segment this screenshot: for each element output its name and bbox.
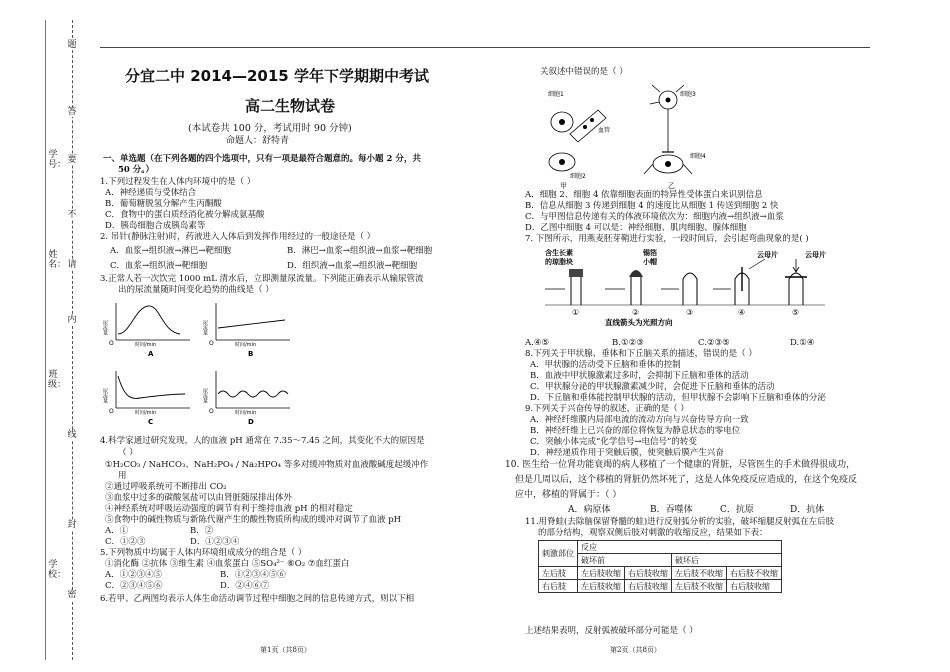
mica-label-2: 云母片	[805, 251, 826, 259]
table-cell: 右后肢收缩	[727, 580, 782, 593]
table-header-site: 刺激部位	[539, 541, 578, 567]
q8-stem: 8.下列关于甲状腺、垂体和下丘脑关系的描述，错误的是（ ）	[525, 349, 757, 359]
q7-num-4: ④	[738, 308, 746, 317]
exam-info: (本试卷共 100 分，考试用时 90 分钟)	[188, 123, 352, 134]
q7-num-1: ①	[572, 308, 580, 317]
q5-items: ①消化酶 ②抗体 ③维生素 ④血浆蛋白 ⑤SO₄²⁻ ⑥O₂ ⑦血红蛋白	[105, 559, 350, 569]
q10-stem-2: 但是几周以后，这个移植的肾脏仍然坏死了，这是人体免疫反应造成的，在这个免疫反	[515, 475, 858, 485]
q8-option-d: D．下丘脑和垂体能控制甲状腺的活动，但甲状腺不会影响下丘脑和垂体的分泌	[530, 393, 826, 403]
q4-item-4: ④神经系统对呼吸运动强度的调节有利于维持血液 pH 的相对稳定	[105, 504, 353, 514]
school-label: 学校：	[48, 560, 67, 580]
graph-c-origin: O	[109, 408, 114, 415]
seal-char: 密	[67, 590, 77, 600]
table-cell: 左后肢	[539, 567, 578, 580]
q1-option-c: C．食物中的蛋白质经消化被分解成氨基酸	[105, 210, 265, 220]
seal-char: 不	[67, 210, 77, 220]
q4-option-c: C．①②③	[105, 537, 146, 547]
table-header-reaction: 反应	[578, 541, 782, 554]
graph-c-xlabel: 时间/min	[135, 410, 157, 416]
q8-option-b: B．血液中甲状腺激素过多时，会抑制下丘脑和垂体的活动	[530, 371, 749, 381]
section-heading-2: 50 分。）	[118, 165, 155, 175]
q7-num-5: ⑤	[792, 308, 800, 317]
seal-char: 答	[67, 107, 77, 117]
q4-item-2: ②通过呼吸系统可不断排出 CO₂	[105, 482, 227, 492]
table-row	[539, 567, 782, 580]
student-id-label: 学号：	[48, 150, 67, 170]
q10-option-b: B．吞噬体	[650, 505, 693, 515]
curve-c	[118, 376, 185, 398]
q2-option-d: D．组织液→血浆→组织液→靶细胞	[287, 261, 418, 271]
q5-option-d: D．②④⑥⑦	[220, 581, 270, 591]
q3-stem: 3.正常人若一次饮完 1000 mL 清水后，立即测量尿流量。下列能正确表示从输尿管流	[100, 274, 424, 284]
graph-a-xlabel: 时间/min	[135, 342, 157, 348]
q10-option-a: A．病原体	[568, 505, 611, 515]
q1-stem: 1.下列过程发生在人体内环境中的是（ ）	[100, 177, 256, 187]
q8-option-c: C．甲状腺分泌的甲状腺激素减少时，会促进下丘脑和垂体的活动	[530, 382, 775, 392]
graph-a-ylabel: 尿流量	[102, 320, 108, 335]
table-row	[539, 580, 782, 593]
table-cell: 左后肢收缩	[578, 580, 625, 593]
q4-option-b: B．②	[190, 526, 214, 536]
q4-item-3: ③血浆中过多的碳酸氢盐可以由肾脏随尿排出体外	[105, 493, 293, 503]
graph-a	[102, 303, 190, 358]
mica-label-1: 云母片	[757, 251, 778, 259]
curve-d	[218, 391, 288, 397]
seal-char: 封	[67, 520, 77, 530]
q6-stem: 6.若甲、乙两图均表示人体生命活动调节过程中细胞之间的信息传递方式，则以下相	[100, 594, 415, 604]
q3-stem-2: 出的尿流量随时间变化趋势的曲线是（ ）	[118, 285, 274, 295]
q11-stem: 11.用脊蛙(去除脑保留脊髓的蛙)进行反射弧分析的实验，破坏缩腿反射弧在左后肢	[525, 517, 835, 527]
q9-option-d: D．神经递质作用于突触后膜，使突触后膜产生兴奋	[530, 448, 724, 458]
q7-num-3: ③	[686, 308, 694, 317]
curve-b	[218, 320, 285, 328]
graph-b	[202, 303, 290, 358]
q7-figure	[545, 247, 835, 327]
q5-option-b: B．①②③④⑤⑥	[220, 570, 286, 580]
q4-item-1: ①H₂CO₃ / NaHCO₃、NaH₂PO₄ / Na₂HPO₄ 等多对缓冲物质对血液酸碱度起缓冲作	[105, 460, 429, 470]
q2-stem: 2. 吊针(静脉注射)时，药液进入人体后到发挥作用经过的一般途径是（ ）	[100, 232, 376, 242]
q7-stem: 7. 下图所示，用燕麦胚芽鞘进行实验，一段时间后，会引起弯曲现象的是( )	[525, 234, 809, 244]
table-cell: 左后肢收缩	[578, 567, 625, 580]
q4-item-1b: 用	[118, 471, 127, 481]
table-header-before: 破坏前	[578, 554, 672, 567]
q1-option-a: A．神经递质与受体结合	[105, 188, 197, 198]
agar-label: 含生长素	[545, 249, 573, 257]
table-cell: 左后肢不收缩	[672, 580, 727, 593]
table-cell: 右后肢收缩	[625, 567, 672, 580]
yi-label: 乙	[668, 182, 675, 190]
graph-d-ylabel: 尿流量	[202, 388, 208, 403]
graph-d-origin: O	[209, 408, 214, 415]
cell1-label: 细胞1	[548, 91, 564, 98]
graph-a-origin: O	[109, 340, 114, 347]
exam-author: 命题人：舒特青	[226, 136, 290, 146]
q10-option-c: C．抗原	[720, 505, 754, 515]
name-label: 姓名：	[48, 250, 67, 270]
seal-char: 题	[67, 40, 77, 50]
foil-label: 锡箔	[643, 249, 657, 257]
binding-solid-line	[45, 20, 46, 660]
q10-stem-3: 应中，移植的肾属于：（ ）	[515, 490, 622, 500]
q9-option-b: B．神经纤维上已兴奋的部位将恢复为静息状态的零电位	[530, 426, 741, 436]
graph-d-xlabel: 时间/min	[235, 410, 257, 416]
cell4-label: 细胞4	[690, 153, 706, 160]
cell3-label: 细胞3	[680, 91, 696, 98]
q3-graphs	[100, 298, 300, 428]
q4-item-5: ⑤食物中的碱性物质与新陈代谢产生的酸性物质所构成的缓冲对调节了血液 pH	[105, 515, 402, 525]
agar-label-2: 的琼脂块	[545, 258, 573, 266]
q7-option-b: B.①②③	[612, 338, 644, 348]
q10-option-d: D．抗体	[790, 505, 825, 515]
q6-stem-2: 关叙述中错误的是（ ）	[540, 67, 628, 77]
seal-char: 要	[67, 155, 77, 165]
graph-d-label: D	[248, 418, 254, 426]
foil-label-2: 小帽	[643, 258, 657, 266]
q1-option-b: B．葡萄糖脱氢分解产生丙酮酸	[105, 199, 222, 209]
q9-stem: 9.下列关于兴奋传导的叙述，正确的是（ ）	[525, 404, 689, 414]
graph-c	[102, 371, 190, 426]
q7-option-c: C.②③⑤	[698, 338, 730, 348]
q2-option-b: B．淋巴→血浆→组织液→血浆→靶细胞	[287, 246, 433, 256]
graph-b-xlabel: 时间/min	[235, 342, 257, 348]
q5-option-c: C．②③④⑤⑥	[105, 581, 163, 591]
q5-stem: 5.下列物质中均属于人体内环境组成成分的组合是（ ）	[100, 548, 307, 558]
q1-option-d: D．胰岛细胞合成胰岛素等	[105, 221, 206, 231]
q9-option-a: A．神经纤维膜内局部电流的流动方向与兴奋传导方向一致	[530, 415, 749, 425]
seal-char: 内	[67, 315, 77, 325]
table-cell: 右后肢收缩	[625, 580, 672, 593]
q5-option-a: A．①②③④⑤	[105, 570, 163, 580]
graph-d	[202, 371, 290, 426]
graph-b-origin: O	[209, 340, 214, 347]
graph-a-label: A	[148, 350, 154, 358]
exam-title: 分宜二中 2014—2015 学年下学期期中考试	[125, 67, 429, 85]
binding-margin	[0, 0, 95, 672]
q2-option-a: A．血浆→组织液→淋巴→靶细胞	[110, 246, 232, 256]
q4-stem-2: （ ）	[118, 448, 138, 458]
q2-option-c: C．血浆→组织液→靶细胞	[110, 261, 208, 271]
graph-c-label: C	[148, 418, 154, 426]
q7-num-2: ②	[632, 308, 640, 317]
exam-subtitle: 高二生物试卷	[245, 97, 336, 115]
q7-option-a: A.④⑤	[525, 338, 550, 348]
table-cell: 右后肢	[539, 580, 578, 593]
q6-option-b: B．信息从细胞 3 传递到细胞 4 的速度比从细胞 1 传送到细胞 2 快	[525, 201, 779, 211]
q6-figure	[540, 82, 750, 190]
vessel-label: 血管	[598, 127, 611, 134]
q6-option-d: D．乙图中细胞 4 可以是：神经细胞、肌肉细胞、腺体细胞	[525, 223, 747, 233]
seal-char: 请	[67, 260, 77, 270]
table-header-after: 破坏后	[672, 554, 782, 567]
q4-option-a: A．①	[105, 526, 129, 536]
q11-after: 上述结果表明，反射弧被破坏部分可能是（ ）	[525, 626, 698, 636]
graph-b-ylabel: 尿流量	[202, 320, 208, 335]
q9-option-c: C．突触小体完成“化学信号→电信号”的转变	[530, 437, 697, 447]
jia-label: 甲	[560, 182, 567, 190]
graph-c-ylabel: 尿流量	[102, 388, 108, 403]
q7-option-d: D.①④	[790, 338, 815, 348]
q6-option-c: C．与甲图信息传递有关的体液环境依次为：细胞内液→组织液→血浆	[525, 212, 784, 222]
footer-page-1: 第1页（共8页）	[260, 646, 311, 654]
q8-option-a: A．甲状腺的活动受下丘脑和垂体的控制	[530, 360, 681, 370]
curve-a	[118, 306, 180, 334]
cell2-label: 细胞2	[570, 173, 586, 180]
q11-table	[538, 540, 782, 593]
top-rule	[100, 47, 870, 48]
footer-page-2: 第2页（共8页）	[610, 646, 661, 654]
seal-char: 线	[67, 430, 77, 440]
section-heading: 一、单选题（在下列各题的四个选项中，只有一项是最符合题意的。每小题 2 分，共	[103, 154, 421, 164]
class-label: 班级：	[48, 370, 67, 390]
table-cell: 右后肢不收缩	[727, 567, 782, 580]
q11-stem-2: 的部分结构，观察双侧后肢对刺激的收缩反应，结果如下表：	[538, 528, 768, 538]
q7-caption: 直线箭头为光照方向	[605, 318, 673, 327]
q4-option-d: D．①②③④	[190, 537, 240, 547]
q6-option-a: A．细胞 2、细胞 4 依靠细胞表面的特异性受体蛋白来识别信息	[525, 190, 763, 200]
table-cell: 左后肢不收缩	[672, 567, 727, 580]
q10-stem: 10. 医生给一位肾功能衰竭的病人移植了一个健康的肾脏，尽管医生的手术做得很成功，	[505, 460, 856, 470]
q4-stem: 4.科学家通过研究发现，人的血液 pH 通常在 7.35～7.45 之间，其变化不大的原因是	[100, 436, 425, 446]
graph-b-label: B	[248, 350, 254, 358]
